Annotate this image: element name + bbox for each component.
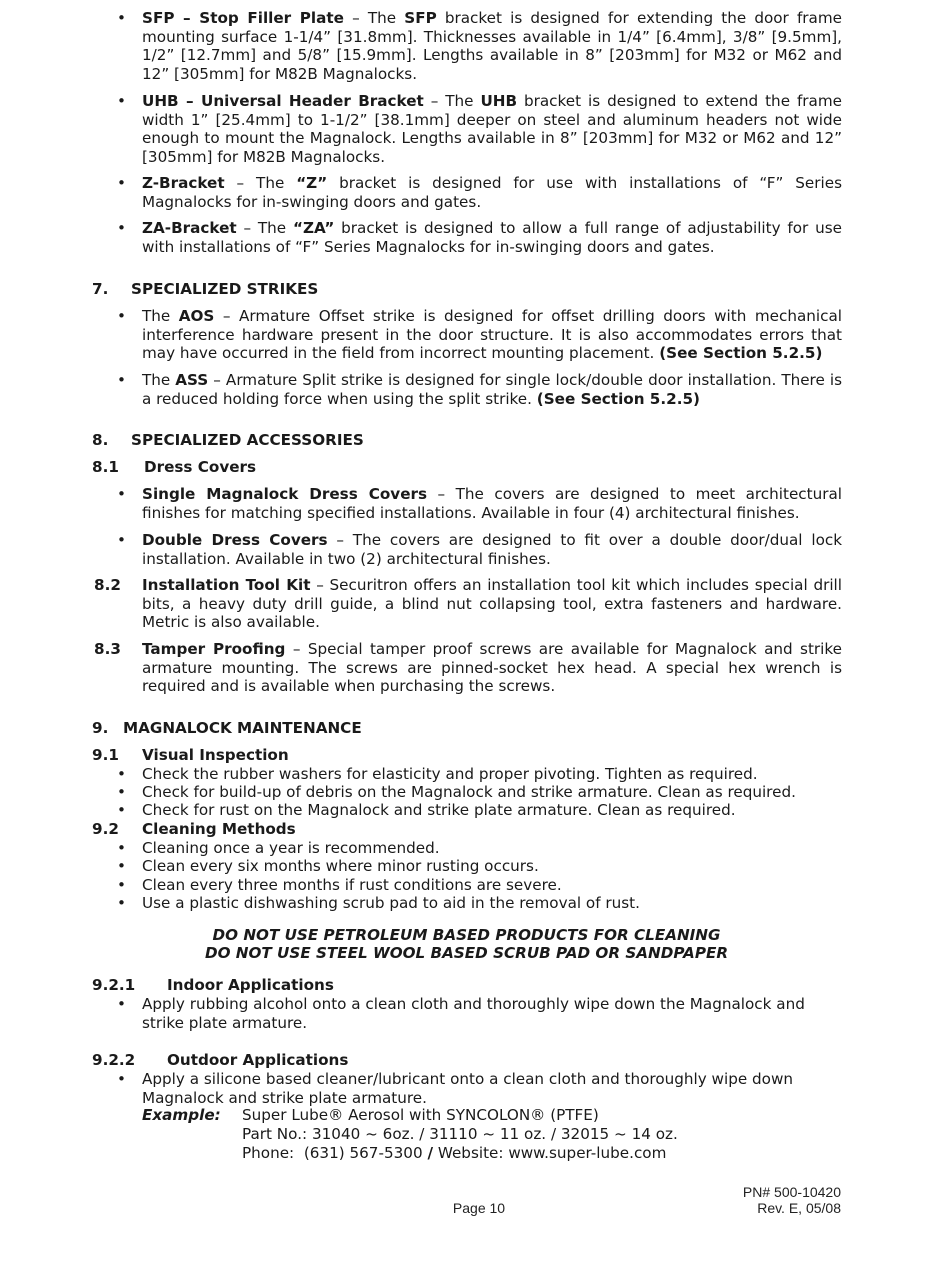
single-dress-covers-item: Single Magnalock Dress Covers – The covers are designed to meet architectural finishes for matching specified installations. Available in four (4) architectural finishes. — [142, 485, 842, 522]
warning-text: DO NOT USE PETROLEUM BASED PRODUCTS FOR CLEANING — [212, 926, 721, 944]
page-number: Page 10 — [452, 1200, 506, 1216]
bullet: • — [117, 765, 126, 783]
phone-text: Phone: (631) 567-5300 — [242, 1144, 428, 1162]
item-name: SFP – Stop Filler Plate — [142, 9, 344, 27]
part-number: PN# 500-10420 — [742, 1184, 841, 1200]
sfp-bracket-item: SFP – Stop Filler Plate – The SFP bracket is designed for extending the door frame mounting surface 1-1/4” [31.8mm]. Thicknesses available in 1/4” [6.4mm], 3/8” [9.5mm], 1/2” [12.7mm] and 5/8” [15.9mm]. Lengths available in 8” [203mm] for M32 or M62 and 12” [305mm] for M82B Magnalocks. — [142, 9, 842, 83]
revision: Rev. E, 05/08 — [757, 1200, 841, 1216]
bullet: • — [117, 307, 126, 325]
example-product: Super Lube® Aerosol with SYNCOLON® (PTFE) — [242, 1106, 599, 1124]
item-name: Single Magnalock Dress Covers — [142, 485, 428, 503]
item-name: Z-Bracket — [142, 174, 225, 192]
website-text: Website: www.super-lube.com — [433, 1144, 667, 1162]
bullet: • — [117, 894, 126, 912]
subsection-number: 9.1 — [92, 746, 119, 764]
ass-strike-item: The ASS – Armature Split strike is designed for single lock/double door installation. There is a reduced holding force when using the split strike. (See Section 5.2.5) — [142, 371, 842, 408]
subsection-heading: Cleaning Methods — [142, 820, 296, 838]
list-item: Apply a silicone based cleaner/lubricant onto a clean cloth and thoroughly wipe down Magnalock and strike plate armature. — [142, 1070, 793, 1107]
section-reference: (See Section 5.2.5) — [536, 389, 700, 408]
aos-strike-item: The AOS – Armature Offset strike is designed for offset drilling doors with mechanical interference hardware present in the door structure. It is also accommodates errors that may have occurred in the field from incorrect mounting placement. (See Section 5.2.5) — [142, 307, 843, 363]
subsection-number: 8.1 — [92, 458, 119, 476]
list-item: Check for rust on the Magnalock and strike plate armature. Clean as required. — [142, 801, 736, 819]
subsection-heading: Indoor Applications — [167, 976, 334, 994]
item-name: Installation Tool Kit — [142, 576, 311, 594]
list-item: Cleaning once a year is recommended. — [142, 839, 440, 857]
bullet: • — [117, 485, 126, 503]
list-item: Check the rubber washers for elasticity and proper pivoting. Tighten as required. — [142, 765, 758, 783]
double-dress-covers-item: Double Dress Covers – The covers are designed to fit over a double door/dual lock installation. Available in two (2) architectural finishes. — [142, 531, 843, 568]
z-bracket-item: Z-Bracket – The “Z” bracket is designed for use with installations of “F” Series Magnalocks for in-swinging doors and gates. — [142, 174, 842, 211]
za-bracket-item: ZA-Bracket – The “ZA” bracket is designed to allow a full range of adjustability for use with installations of “F” Series Magnalocks for in-swinging doors and gates. — [142, 219, 842, 256]
warning-text: DO NOT USE STEEL WOOL BASED SCRUB PAD OR SANDPAPER — [204, 944, 729, 962]
subsection-heading: Dress Covers — [144, 458, 257, 476]
subsection-number: 8.3 — [94, 640, 121, 658]
subsection-number: 9.2.1 — [92, 976, 136, 994]
section-heading: SPECIALIZED STRIKES — [131, 280, 319, 298]
bullet: • — [117, 857, 126, 875]
section-heading: SPECIALIZED ACCESSORIES — [131, 431, 364, 449]
list-item: Clean every six months where minor rusting occurs. — [142, 857, 539, 875]
uhb-bracket-item: UHB – Universal Header Bracket – The UHB bracket is designed to extend the frame width 1” [25.4mm] to 1-1/2” [38.1mm] deeper on steel and aluminum headers not wide enough to mount the Magnalock. Lengths available in 8” [203mm] for M32 or M62 and 12” [305mm] for M82B Magnalocks. — [142, 92, 842, 166]
list-item: Clean every three months if rust conditions are severe. — [142, 876, 562, 894]
list-item: Apply rubbing alcohol onto a clean cloth and thoroughly wipe down the Magnalock and strike plate armature. — [142, 995, 805, 1032]
subsection-number: 9.2 — [92, 820, 119, 838]
item-name: Double Dress Covers — [142, 531, 328, 549]
example-contact: Phone: (631) 567-5300 / Website: www.super-lube.com — [242, 1144, 667, 1162]
section-number: 7. — [92, 280, 109, 298]
example-part-number: Part No.: 31040 ~ 6oz. / 31110 ~ 11 oz. / 32015 ~ 14 oz. — [242, 1125, 678, 1143]
list-item: Use a plastic dishwashing scrub pad to aid in the removal of rust. — [142, 894, 640, 912]
bullet: • — [117, 92, 126, 110]
tamper-proofing-item: Tamper Proofing – Special tamper proof screws are available for Magnalock and strike armature mounting. The screws are pinned-socket hex head. A special hex wrench is required and is available when purchasing the screws. — [142, 640, 842, 696]
item-name: UHB – Universal Header Bracket — [142, 92, 424, 110]
bullet: • — [117, 174, 126, 192]
subsection-heading: Visual Inspection — [142, 746, 289, 764]
bullet: • — [117, 531, 126, 549]
bullet: • — [117, 995, 126, 1013]
subsection-heading: Outdoor Applications — [167, 1051, 349, 1069]
subsection-number: 9.2.2 — [92, 1051, 136, 1069]
example-label: Example: — [142, 1106, 221, 1124]
section-number: 9. — [92, 719, 109, 737]
bullet: • — [117, 219, 126, 237]
section-reference: (See Section 5.2.5) — [659, 344, 823, 363]
item-name: ZA-Bracket — [142, 219, 237, 237]
subsection-number: 8.2 — [94, 576, 121, 594]
bullet: • — [117, 371, 126, 389]
list-item: Check for build-up of debris on the Magnalock and strike armature. Clean as required. — [142, 783, 796, 801]
installation-tool-kit-item: Installation Tool Kit – Securitron offers an installation tool kit which includes special drill bits, a heavy duty drill guide, a blind nut collapsing tool, extra fasteners and hardware. Metric is also available. — [142, 576, 842, 632]
bullet: • — [117, 1070, 126, 1088]
section-number: 8. — [92, 431, 109, 449]
item-name: Tamper Proofing — [142, 640, 286, 658]
bullet: • — [117, 876, 126, 894]
bullet: • — [117, 783, 126, 801]
bullet: • — [117, 839, 126, 857]
bullet: • — [117, 9, 126, 27]
bullet: • — [117, 801, 126, 819]
section-heading: MAGNALOCK MAINTENANCE — [123, 719, 362, 737]
